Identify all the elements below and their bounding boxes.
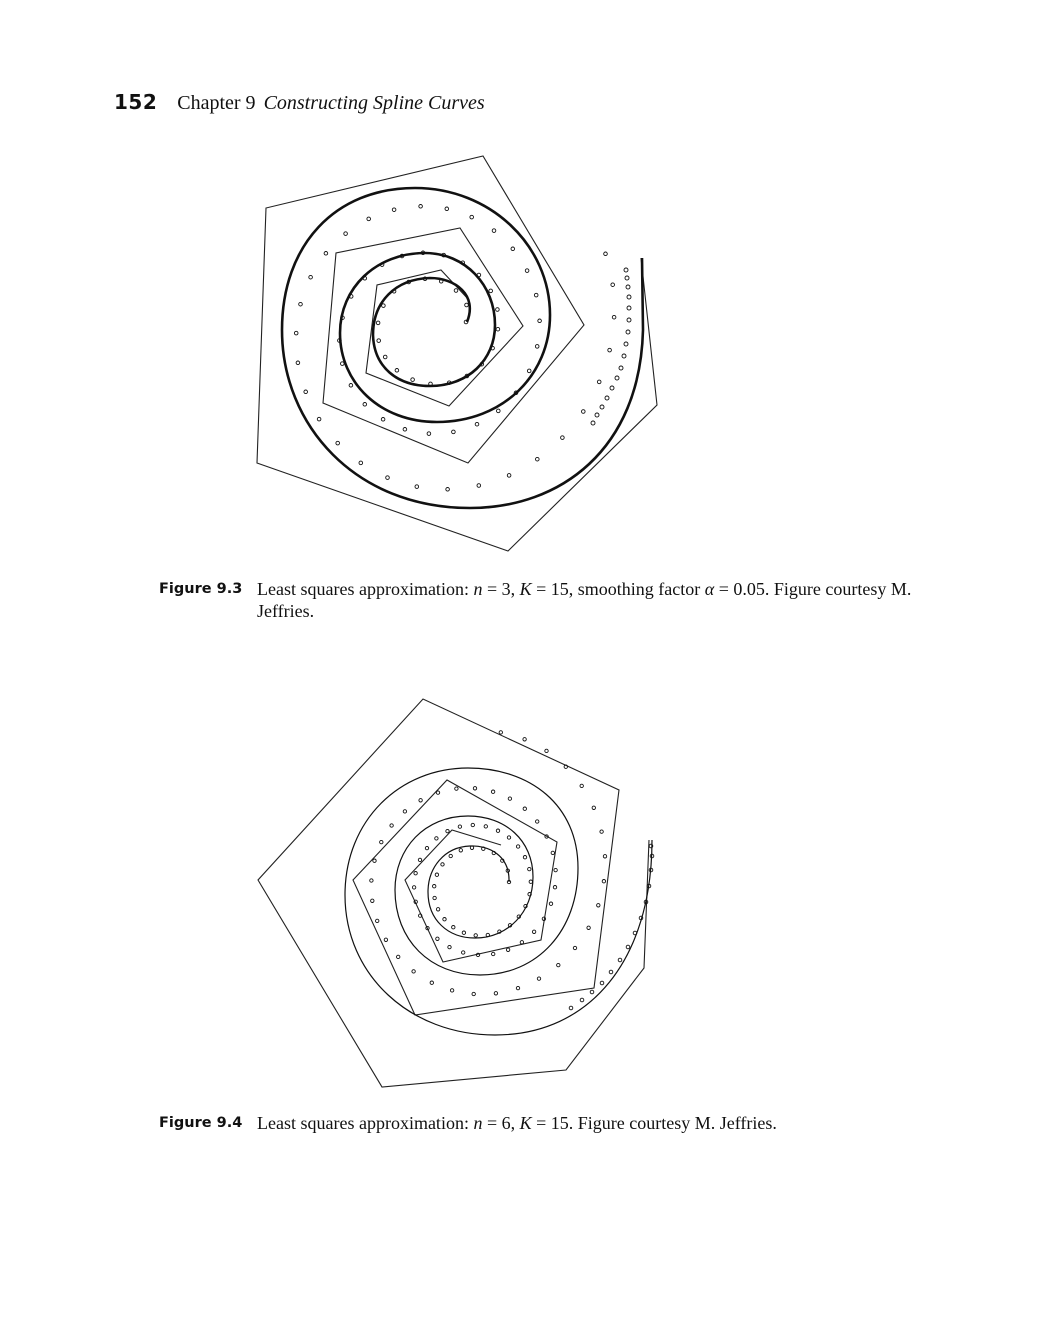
sample-points bbox=[294, 205, 631, 492]
running-header bbox=[114, 90, 485, 120]
caption-text: Least squares approximation: n = 6, K = 15. Figure courtesy M. Jeffries. bbox=[257, 1113, 777, 1133]
figure-label: Figure 9.4 bbox=[159, 1115, 243, 1131]
figure-label: Figure 9.3 bbox=[159, 581, 243, 597]
figure-9-3-caption bbox=[159, 578, 959, 622]
figure-9-4-caption bbox=[159, 1112, 959, 1134]
page-number: 152 bbox=[114, 90, 158, 114]
sample-points bbox=[370, 731, 654, 1010]
approximating-curve bbox=[345, 768, 652, 1035]
caption-text: Least squares approximation: n = 3, K = 15, smoothing factor α = 0.05. Figure courtesy M. Jeffries. bbox=[257, 579, 912, 621]
approximating-curve bbox=[282, 188, 643, 508]
figure-9-3-spiral bbox=[0, 150, 1051, 560]
figure-9-4-spiral bbox=[0, 693, 1051, 1103]
chapter-title: Constructing Spline Curves bbox=[263, 92, 485, 114]
control-polygon bbox=[257, 156, 657, 551]
chapter-label: Chapter 9 bbox=[177, 92, 256, 114]
control-polygon bbox=[258, 699, 649, 1087]
